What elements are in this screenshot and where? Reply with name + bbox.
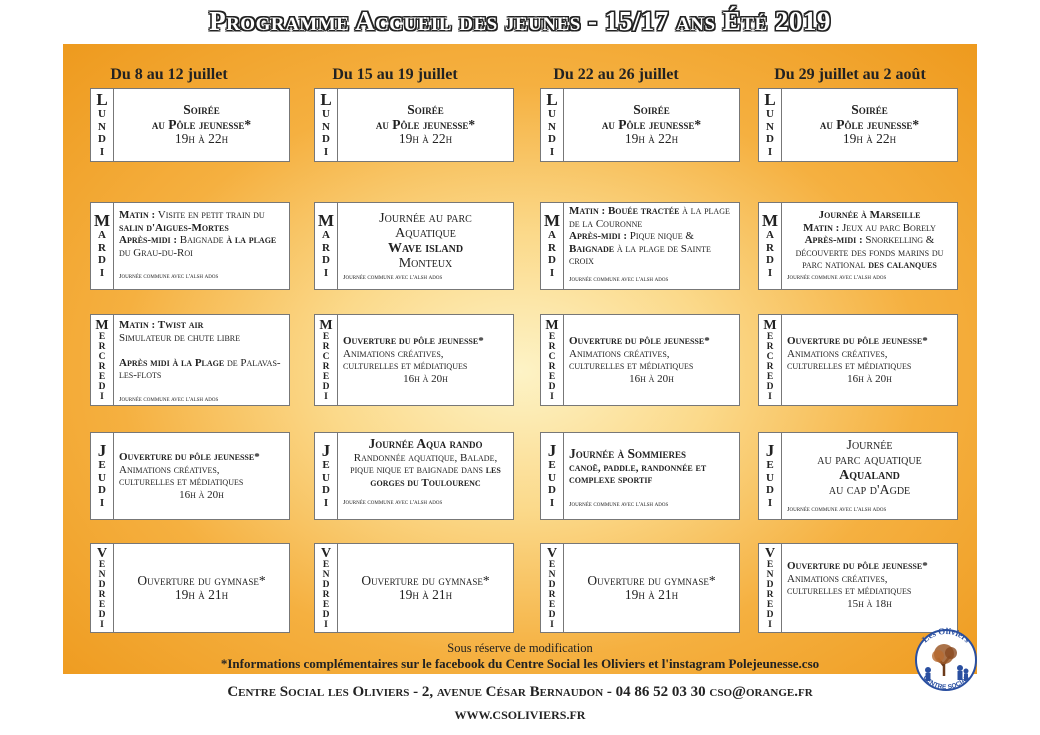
day-label-mardi [315, 203, 338, 289]
cell-mardi-w2: M A R D I Journée au parc Aquatique Wave island Monteux Journée commune avec l'alsh ados [314, 202, 514, 290]
cell-lundi-w4: L U N D I Soirée au Pôle jeunesse* 19h à 22h [758, 88, 958, 162]
cell-mardi-w1: M A R D I Matin : Visite en petit train du salin d'Aigues-Mortes Après-midi : Baignade à la plage du Grau-du-Roi Journée commune avec l'alsh ados [90, 202, 290, 290]
day-letter: D [548, 609, 556, 620]
day-letter: I [767, 145, 773, 158]
cell-mercredi-w4: M E R C R E D I Ouverture du pôle jeunesse* Animations créatives, culturelles et médiatiques 16h à 20h [758, 314, 958, 406]
day-letter: A [98, 229, 106, 241]
day-letter: L [546, 90, 558, 109]
day-letter: R [322, 589, 330, 600]
day-letter: U [98, 108, 106, 120]
day-letter: I [549, 496, 555, 509]
day-letter: A [322, 229, 330, 241]
day-letter: D [98, 381, 106, 392]
day-label-jeudi [91, 433, 114, 519]
day-label-lundi [91, 89, 114, 161]
day-letter: I [99, 496, 105, 509]
day-letter: I [323, 496, 329, 509]
day-letter: A [548, 229, 556, 241]
day-letter: U [98, 471, 106, 484]
day-letter: I [323, 145, 329, 158]
day-letter: D [548, 254, 556, 266]
week-header-2: Du 15 au 19 juillet [332, 66, 458, 83]
day-letter: D [322, 133, 330, 145]
day-letter: U [322, 108, 330, 120]
day-letter: R [98, 589, 106, 600]
cell-mercredi-w1: M E R C R E D I Matin : Twist air Simulateur de chute libre Après midi à la Plage de Palavas-les-flots Journée commune avec l'alsh ados [90, 314, 290, 406]
cell-vendredi-w1: V E N D R E D I Ouverture du gymnase* 19h à 21h [90, 543, 290, 633]
day-letter: E [98, 371, 106, 382]
les-oliviers-logo [908, 626, 984, 692]
day-letter: D [98, 579, 106, 590]
day-label-jeudi [541, 433, 564, 519]
day-letter: J [321, 441, 331, 460]
cell-vendredi-w4: V E N D R E D I Ouverture du pôle jeunesse* Animations créatives, culturelles et médiatiques 15h à 18h [758, 543, 958, 633]
day-letter: U [766, 471, 774, 484]
day-letter: R [766, 241, 774, 254]
day-letter: E [322, 599, 330, 610]
day-letter: N [766, 569, 774, 580]
day-letter: I [324, 619, 328, 630]
day-letter: N [548, 120, 556, 133]
day-letter: N [766, 120, 774, 133]
day-letter: E [322, 559, 330, 570]
day-letter: E [98, 331, 106, 342]
day-label-mercredi [91, 315, 114, 405]
day-letter: D [322, 254, 330, 266]
day-letter: D [766, 254, 774, 266]
day-letter: I [550, 619, 554, 630]
day-letter: I [768, 619, 772, 630]
day-letter: M [763, 317, 777, 333]
day-letter: E [766, 331, 774, 342]
day-label-lundi [541, 89, 564, 161]
day-letter: E [98, 559, 106, 570]
day-letter: R [548, 589, 556, 600]
day-letter: E [548, 559, 556, 570]
day-letter: D [98, 484, 106, 496]
address-line: Centre Social les Oliviers - 2, avenue César Bernaudon - 04 86 52 03 30 cso@orange.fr [227, 684, 813, 700]
day-letter: U [322, 471, 330, 484]
day-letter: U [548, 108, 556, 120]
day-letter: C [766, 351, 774, 362]
day-letter: I [767, 496, 773, 509]
day-letter: D [548, 579, 556, 590]
day-letter: D [98, 254, 106, 266]
cell-mardi-w4: M A R D I Journée à Marseille Matin : Jeux au parc Borely Après-midi : Snorkelling & découverte des fonds marins du parc national des calanques Journée commune avec l'alsh ados [758, 202, 958, 290]
cell-lundi-w1: L U N D I Soirée au Pôle jeunesse* 19h à 22h [90, 88, 290, 162]
day-letter: M [317, 211, 335, 230]
day-label-mardi [759, 203, 782, 289]
cell-vendredi-w2: V E N D R E D I Ouverture du gymnase* 19h à 21h [314, 543, 514, 633]
day-letter: N [322, 120, 330, 133]
logo-bottom-text: CENTRE SOCIAL [921, 674, 971, 692]
day-letter: L [764, 90, 776, 109]
day-letter: I [324, 391, 328, 402]
cell-vendredi-w3: V E N D R E D I Ouverture du gymnase* 19h à 21h [540, 543, 740, 633]
day-letter: R [766, 589, 774, 600]
page-title: Programme Accueil des jeunes - 15/17 ans Été 2019 [209, 6, 831, 36]
footnotes [63, 641, 977, 672]
day-letter: V [320, 545, 332, 561]
cell-lundi-w2: L U N D I Soirée au Pôle jeunesse* 19h à 22h [314, 88, 514, 162]
day-letter: U [766, 108, 774, 120]
day-letter: E [548, 599, 556, 610]
day-letter: E [98, 459, 106, 471]
day-letter: N [98, 120, 106, 133]
day-letter: I [768, 391, 772, 402]
day-letter: E [548, 371, 556, 382]
day-letter: R [548, 361, 556, 372]
day-letter: E [766, 459, 774, 471]
day-letter: I [100, 391, 104, 402]
day-letter: M [543, 211, 561, 230]
cell-jeudi-w2: J E U D I Journée Aqua rando Randonnée aquatique, Balade, pique nique et baignade dans les gorges du Toulourenc Journée commune avec l'alsh ados [314, 432, 514, 520]
day-letter: I [550, 391, 554, 402]
day-label-lundi [315, 89, 338, 161]
day-letter: V [96, 545, 108, 561]
day-letter: R [98, 241, 106, 254]
day-letter: D [322, 579, 330, 590]
day-letter: L [96, 90, 108, 109]
day-label-vendredi [541, 544, 564, 632]
day-letter: I [323, 266, 329, 279]
day-letter: C [98, 351, 106, 362]
day-label-vendredi [315, 544, 338, 632]
day-letter: M [95, 317, 109, 333]
info-note: *Informations complémentaires sur le facebook du Centre Social les Oliviers et l'instagram Polejeunesse.cso [220, 656, 820, 671]
day-label-mardi [541, 203, 564, 289]
day-letter: E [548, 459, 556, 471]
day-letter: E [548, 331, 556, 342]
day-label-mercredi [759, 315, 782, 405]
day-letter: D [548, 484, 556, 496]
day-letter: D [766, 484, 774, 496]
day-letter: D [766, 381, 774, 392]
day-letter: I [549, 145, 555, 158]
week-header-1: Du 8 au 12 juillet [110, 66, 228, 83]
cell-jeudi-w4: J E U D I Journée au parc aquatique Aqualand au cap d'Agde Journée commune avec l'alsh ados [758, 432, 958, 520]
day-letter: U [548, 471, 556, 484]
day-letter: I [767, 266, 773, 279]
day-letter: D [766, 579, 774, 590]
day-letter: M [761, 211, 779, 230]
day-label-mercredi [541, 315, 564, 405]
week-header-3: Du 22 au 26 juillet [553, 66, 679, 83]
day-letter: E [322, 459, 330, 471]
day-letter: D [548, 381, 556, 392]
day-label-vendredi [759, 544, 782, 632]
day-letter: R [98, 361, 106, 372]
day-letter: N [548, 569, 556, 580]
reserve-note: Sous réserve de modification [447, 641, 593, 655]
day-letter: D [322, 484, 330, 496]
day-letter: N [322, 569, 330, 580]
week-header-4: Du 29 juillet au 2 août [774, 66, 926, 83]
cell-jeudi-w1: J E U D I Ouverture du pôle jeunesse* Animations créatives, culturelles et médiatiques 16h à 20h [90, 432, 290, 520]
cell-jeudi-w3: J E U D I Journée à Sommieres canoë, paddle, randonnée et complexe sportif Journée commune avec l'alsh ados [540, 432, 740, 520]
cell-mercredi-w2: M E R C R E D I Ouverture du pôle jeunesse* Animations créatives, culturelles et médiatiques 16h à 20h [314, 314, 514, 406]
day-letter: J [765, 441, 775, 460]
day-letter: J [547, 441, 557, 460]
day-letter: J [97, 441, 107, 460]
day-letter: D [322, 609, 330, 620]
day-letter: R [98, 341, 106, 352]
cell-mercredi-w3: M E R C R E D I Ouverture du pôle jeunesse* Animations créatives, culturelles et médiatiques 16h à 20h [540, 314, 740, 406]
day-letter: R [322, 341, 330, 352]
day-letter: D [766, 133, 774, 145]
day-letter: R [322, 361, 330, 372]
day-letter: I [99, 266, 105, 279]
day-label-jeudi [759, 433, 782, 519]
day-letter: E [98, 599, 106, 610]
day-letter: M [545, 317, 559, 333]
day-letter: I [549, 266, 555, 279]
day-letter: D [322, 381, 330, 392]
day-label-jeudi [315, 433, 338, 519]
day-letter: D [98, 133, 106, 145]
day-letter: E [322, 331, 330, 342]
website-link[interactable]: WWW.CSOLIVIERS.FR [454, 708, 586, 722]
day-label-vendredi [91, 544, 114, 632]
day-letter: M [93, 211, 111, 230]
day-letter: L [320, 90, 332, 109]
day-letter: A [766, 229, 774, 241]
day-label-mercredi [315, 315, 338, 405]
day-letter: R [548, 341, 556, 352]
day-letter: D [548, 133, 556, 145]
day-letter: I [100, 619, 104, 630]
day-letter: E [766, 599, 774, 610]
day-letter: M [319, 317, 333, 333]
day-letter: V [764, 545, 776, 561]
day-letter: E [766, 371, 774, 382]
day-label-mardi [91, 203, 114, 289]
cell-mardi-w3: M A R D I Matin : Bouée tractée à la plage de la Couronne Après-midi : Pique nique & Baignade à la plage de Sainte croix Journée commune avec l'alsh ados [540, 202, 740, 290]
day-letter: V [546, 545, 558, 561]
day-letter: D [98, 609, 106, 620]
logo-top-text: Les Oliviers [919, 626, 973, 645]
day-letter: N [98, 569, 106, 580]
day-label-lundi [759, 89, 782, 161]
day-letter: C [548, 351, 556, 362]
day-letter: R [322, 241, 330, 254]
day-letter: C [322, 351, 330, 362]
cell-lundi-w3: L U N D I Soirée au Pôle jeunesse* 19h à 22h [540, 88, 740, 162]
day-letter: I [99, 145, 105, 158]
day-letter: D [766, 609, 774, 620]
day-letter: R [548, 241, 556, 254]
day-letter: E [322, 371, 330, 382]
day-letter: E [766, 559, 774, 570]
day-letter: R [766, 361, 774, 372]
day-letter: R [766, 341, 774, 352]
